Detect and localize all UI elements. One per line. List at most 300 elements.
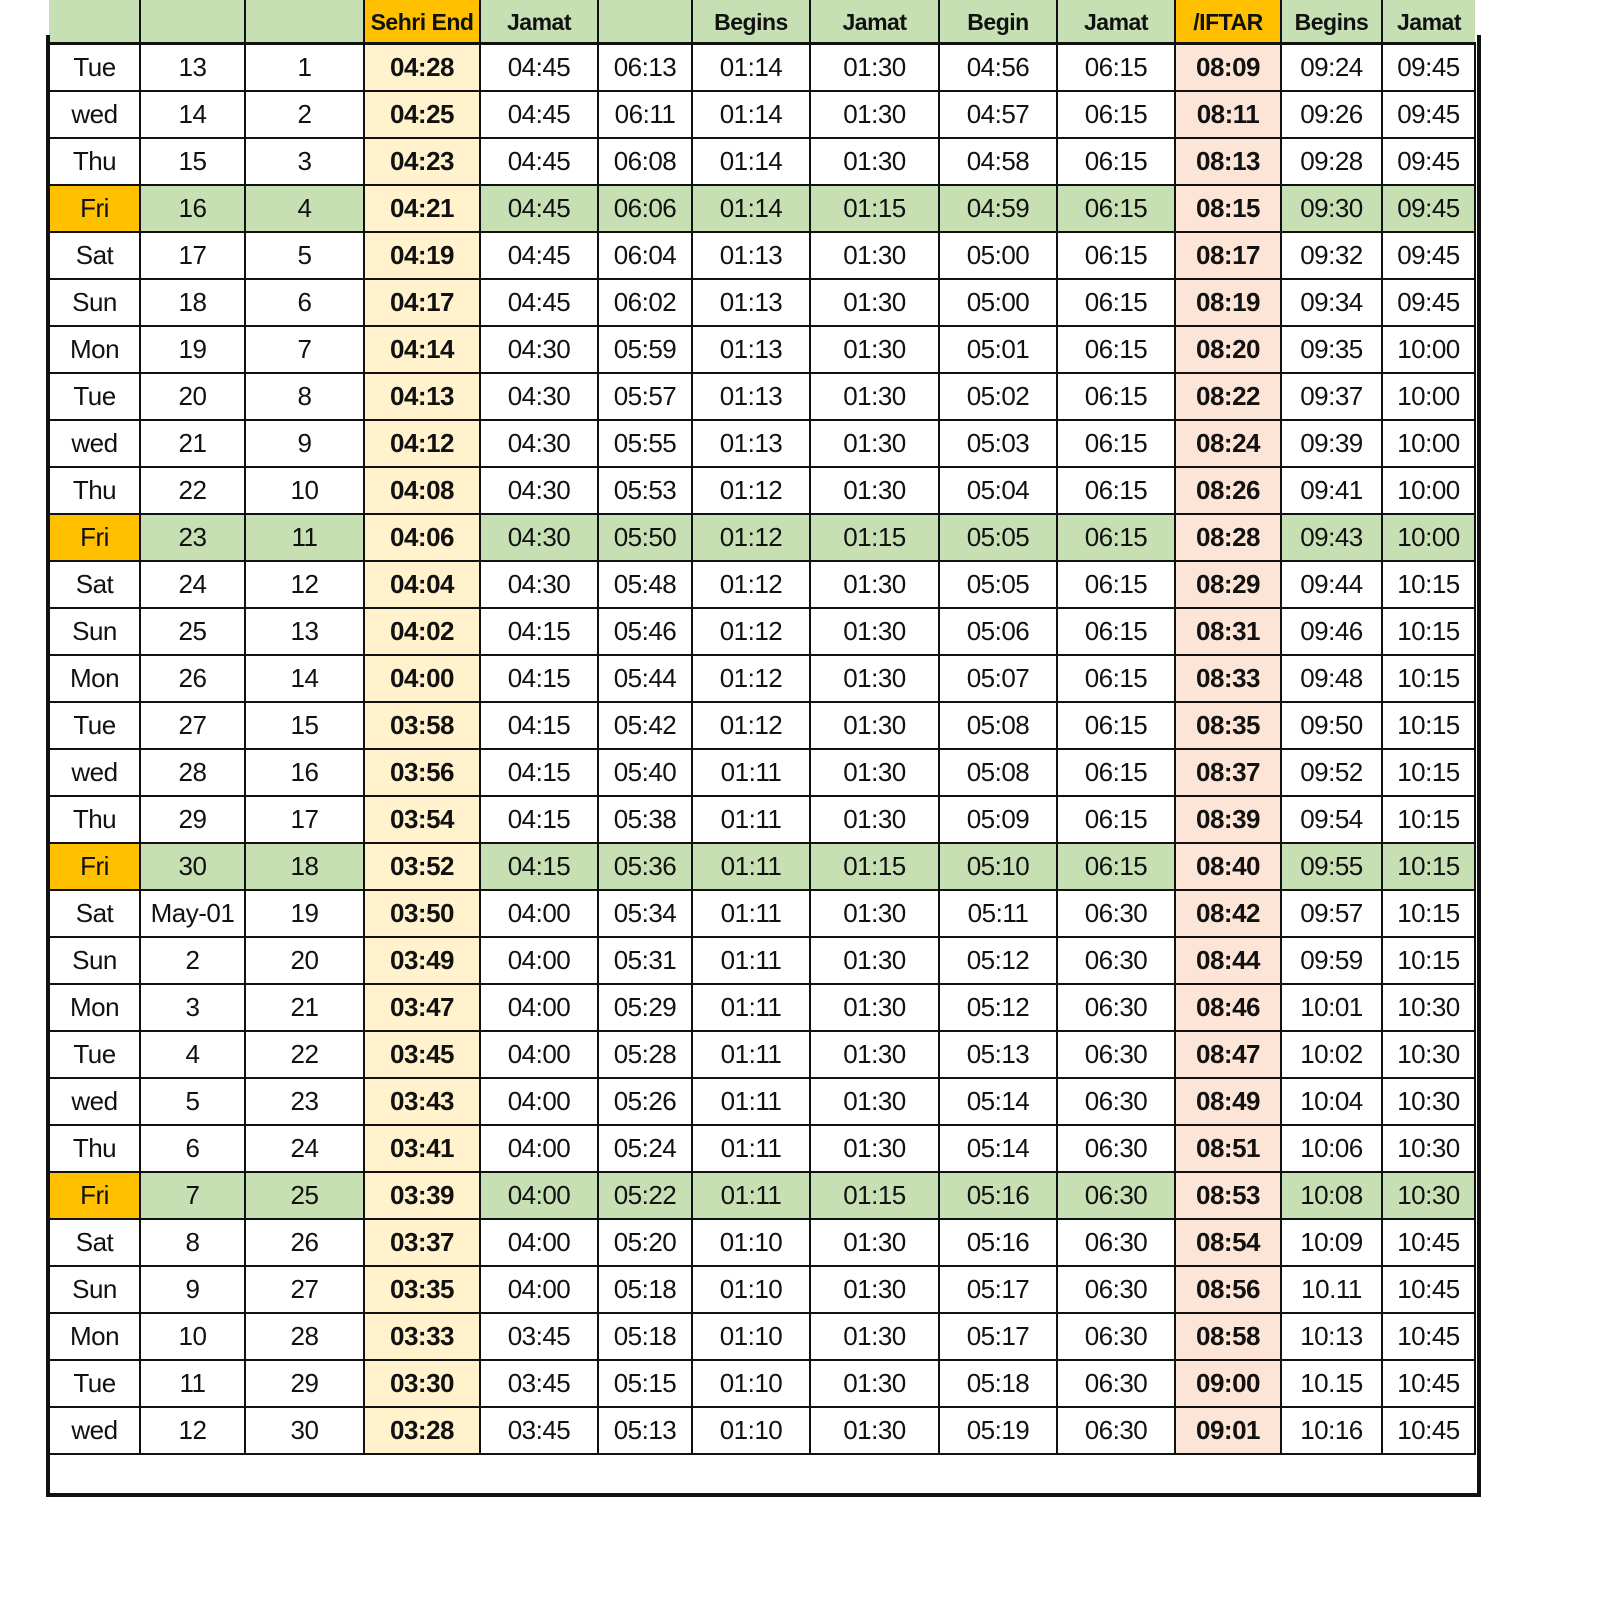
day-cell: Tue bbox=[49, 44, 140, 92]
column-header-1 bbox=[140, 0, 245, 44]
isha-jamat-cell: 10:30 bbox=[1382, 984, 1475, 1031]
date-cell: 14 bbox=[140, 91, 245, 138]
isha-begins-cell: 10:02 bbox=[1281, 1031, 1382, 1078]
asr-begin-cell: 04:59 bbox=[939, 185, 1057, 232]
zuhr-jamat-cell: 01:15 bbox=[810, 1172, 939, 1219]
sehri-end-cell: 03:49 bbox=[364, 937, 480, 984]
zuhr-jamat-cell: 01:30 bbox=[810, 326, 939, 373]
day-cell: Sun bbox=[49, 937, 140, 984]
date-cell: 10 bbox=[140, 1313, 245, 1360]
zuhr-begins-cell: 01:11 bbox=[692, 749, 810, 796]
sunrise-cell: 05:13 bbox=[598, 1407, 692, 1454]
sunrise-cell: 05:44 bbox=[598, 655, 692, 702]
isha-begins-cell: 09:32 bbox=[1281, 232, 1382, 279]
sunrise-cell: 06:02 bbox=[598, 279, 692, 326]
isha-begins-cell: 10:06 bbox=[1281, 1125, 1382, 1172]
asr-jamat-cell: 06:15 bbox=[1057, 655, 1175, 702]
asr-begin-cell: 04:58 bbox=[939, 138, 1057, 185]
ramadan-day-cell: 20 bbox=[245, 937, 364, 984]
fajr-jamat-cell: 04:15 bbox=[480, 655, 598, 702]
ramadan-day-cell: 11 bbox=[245, 514, 364, 561]
zuhr-begins-cell: 01:11 bbox=[692, 984, 810, 1031]
sehri-end-cell: 04:13 bbox=[364, 373, 480, 420]
zuhr-jamat-cell: 01:30 bbox=[810, 44, 939, 92]
asr-begin-cell: 05:18 bbox=[939, 1360, 1057, 1407]
ramadan-day-cell: 23 bbox=[245, 1078, 364, 1125]
asr-jamat-cell: 06:15 bbox=[1057, 796, 1175, 843]
fajr-jamat-cell: 04:00 bbox=[480, 984, 598, 1031]
iftar-cell: 08:20 bbox=[1175, 326, 1281, 373]
date-cell: 7 bbox=[140, 1172, 245, 1219]
asr-begin-cell: 05:07 bbox=[939, 655, 1057, 702]
asr-begin-cell: 04:57 bbox=[939, 91, 1057, 138]
isha-begins-cell: 09:28 bbox=[1281, 138, 1382, 185]
asr-begin-cell: 05:04 bbox=[939, 467, 1057, 514]
zuhr-begins-cell: 01:13 bbox=[692, 373, 810, 420]
sehri-end-cell: 03:50 bbox=[364, 890, 480, 937]
table-row bbox=[49, 44, 1475, 92]
column-header-6: Begins bbox=[692, 0, 810, 44]
isha-begins-cell: 09:43 bbox=[1281, 514, 1382, 561]
zuhr-begins-cell: 01:14 bbox=[692, 185, 810, 232]
zuhr-jamat-cell: 01:30 bbox=[810, 937, 939, 984]
sunrise-cell: 05:48 bbox=[598, 561, 692, 608]
fajr-jamat-cell: 04:45 bbox=[480, 185, 598, 232]
sunrise-cell: 05:34 bbox=[598, 890, 692, 937]
asr-jamat-cell: 06:15 bbox=[1057, 44, 1175, 92]
fajr-jamat-cell: 04:15 bbox=[480, 702, 598, 749]
date-cell: 27 bbox=[140, 702, 245, 749]
timetable-sheet bbox=[48, 0, 1476, 1455]
asr-jamat-cell: 06:30 bbox=[1057, 1078, 1175, 1125]
zuhr-begins-cell: 01:11 bbox=[692, 1078, 810, 1125]
ramadan-day-cell: 17 bbox=[245, 796, 364, 843]
zuhr-jamat-cell: 01:15 bbox=[810, 514, 939, 561]
zuhr-begins-cell: 01:14 bbox=[692, 91, 810, 138]
fajr-jamat-cell: 03:45 bbox=[480, 1360, 598, 1407]
day-cell: Fri bbox=[49, 1172, 140, 1219]
asr-jamat-cell: 06:15 bbox=[1057, 561, 1175, 608]
day-cell: wed bbox=[49, 1407, 140, 1454]
ramadan-day-cell: 9 bbox=[245, 420, 364, 467]
isha-jamat-cell: 10:15 bbox=[1382, 655, 1475, 702]
asr-begin-cell: 05:19 bbox=[939, 1407, 1057, 1454]
table-row bbox=[49, 232, 1475, 279]
zuhr-jamat-cell: 01:30 bbox=[810, 1407, 939, 1454]
asr-jamat-cell: 06:30 bbox=[1057, 1172, 1175, 1219]
ramadan-day-cell: 15 bbox=[245, 702, 364, 749]
sunrise-cell: 05:18 bbox=[598, 1313, 692, 1360]
date-cell: 6 bbox=[140, 1125, 245, 1172]
table-row bbox=[49, 984, 1475, 1031]
date-cell: 18 bbox=[140, 279, 245, 326]
asr-jamat-cell: 06:15 bbox=[1057, 420, 1175, 467]
column-header-9: Jamat bbox=[1057, 0, 1175, 44]
asr-begin-cell: 05:10 bbox=[939, 843, 1057, 890]
fajr-jamat-cell: 04:30 bbox=[480, 561, 598, 608]
isha-jamat-cell: 10:15 bbox=[1382, 937, 1475, 984]
ramadan-day-cell: 14 bbox=[245, 655, 364, 702]
table-body bbox=[49, 44, 1475, 1455]
column-header-2 bbox=[245, 0, 364, 44]
sunrise-cell: 06:11 bbox=[598, 91, 692, 138]
isha-begins-cell: 09:30 bbox=[1281, 185, 1382, 232]
iftar-cell: 08:35 bbox=[1175, 702, 1281, 749]
fajr-jamat-cell: 04:30 bbox=[480, 514, 598, 561]
isha-jamat-cell: 10:00 bbox=[1382, 326, 1475, 373]
zuhr-begins-cell: 01:11 bbox=[692, 890, 810, 937]
zuhr-begins-cell: 01:13 bbox=[692, 279, 810, 326]
sehri-end-cell: 03:45 bbox=[364, 1031, 480, 1078]
isha-jamat-cell: 10:15 bbox=[1382, 843, 1475, 890]
fajr-jamat-cell: 04:00 bbox=[480, 1125, 598, 1172]
zuhr-jamat-cell: 01:30 bbox=[810, 1078, 939, 1125]
zuhr-jamat-cell: 01:30 bbox=[810, 138, 939, 185]
sunrise-cell: 06:13 bbox=[598, 44, 692, 92]
zuhr-begins-cell: 01:10 bbox=[692, 1407, 810, 1454]
ramadan-day-cell: 21 bbox=[245, 984, 364, 1031]
table-row bbox=[49, 138, 1475, 185]
ramadan-day-cell: 28 bbox=[245, 1313, 364, 1360]
ramadan-day-cell: 30 bbox=[245, 1407, 364, 1454]
isha-begins-cell: 09:55 bbox=[1281, 843, 1382, 890]
isha-jamat-cell: 10:45 bbox=[1382, 1407, 1475, 1454]
date-cell: 9 bbox=[140, 1266, 245, 1313]
ramadan-timetable bbox=[48, 0, 1476, 1455]
isha-jamat-cell: 10:15 bbox=[1382, 561, 1475, 608]
isha-jamat-cell: 10:15 bbox=[1382, 608, 1475, 655]
iftar-cell: 08:24 bbox=[1175, 420, 1281, 467]
isha-jamat-cell: 10:45 bbox=[1382, 1219, 1475, 1266]
isha-begins-cell: 09:44 bbox=[1281, 561, 1382, 608]
isha-jamat-cell: 10:15 bbox=[1382, 749, 1475, 796]
sunrise-cell: 05:28 bbox=[598, 1031, 692, 1078]
table-row bbox=[49, 890, 1475, 937]
asr-jamat-cell: 06:15 bbox=[1057, 702, 1175, 749]
day-cell: wed bbox=[49, 91, 140, 138]
asr-jamat-cell: 06:30 bbox=[1057, 1219, 1175, 1266]
day-cell: Thu bbox=[49, 138, 140, 185]
day-cell: Sun bbox=[49, 279, 140, 326]
zuhr-jamat-cell: 01:30 bbox=[810, 467, 939, 514]
table-row bbox=[49, 749, 1475, 796]
asr-jamat-cell: 06:15 bbox=[1057, 91, 1175, 138]
zuhr-begins-cell: 01:11 bbox=[692, 796, 810, 843]
zuhr-jamat-cell: 01:30 bbox=[810, 608, 939, 655]
sunrise-cell: 05:42 bbox=[598, 702, 692, 749]
fajr-jamat-cell: 04:30 bbox=[480, 420, 598, 467]
fajr-jamat-cell: 04:00 bbox=[480, 1219, 598, 1266]
ramadan-day-cell: 18 bbox=[245, 843, 364, 890]
sehri-end-cell: 04:00 bbox=[364, 655, 480, 702]
isha-jamat-cell: 09:45 bbox=[1382, 138, 1475, 185]
iftar-cell: 08:54 bbox=[1175, 1219, 1281, 1266]
sehri-end-cell: 03:43 bbox=[364, 1078, 480, 1125]
isha-begins-cell: 09:35 bbox=[1281, 326, 1382, 373]
asr-begin-cell: 05:01 bbox=[939, 326, 1057, 373]
isha-jamat-cell: 10:30 bbox=[1382, 1172, 1475, 1219]
zuhr-begins-cell: 01:10 bbox=[692, 1266, 810, 1313]
zuhr-jamat-cell: 01:15 bbox=[810, 185, 939, 232]
asr-begin-cell: 05:02 bbox=[939, 373, 1057, 420]
fajr-jamat-cell: 04:15 bbox=[480, 749, 598, 796]
day-cell: Mon bbox=[49, 326, 140, 373]
sehri-end-cell: 03:37 bbox=[364, 1219, 480, 1266]
zuhr-begins-cell: 01:10 bbox=[692, 1219, 810, 1266]
asr-jamat-cell: 06:30 bbox=[1057, 1266, 1175, 1313]
table-row bbox=[49, 937, 1475, 984]
isha-begins-cell: 09:34 bbox=[1281, 279, 1382, 326]
fajr-jamat-cell: 04:30 bbox=[480, 326, 598, 373]
date-cell: 5 bbox=[140, 1078, 245, 1125]
sehri-end-cell: 04:21 bbox=[364, 185, 480, 232]
zuhr-begins-cell: 01:12 bbox=[692, 655, 810, 702]
isha-begins-cell: 09:46 bbox=[1281, 608, 1382, 655]
table-header bbox=[49, 0, 1475, 44]
zuhr-begins-cell: 01:14 bbox=[692, 44, 810, 92]
iftar-cell: 08:28 bbox=[1175, 514, 1281, 561]
zuhr-jamat-cell: 01:15 bbox=[810, 843, 939, 890]
day-cell: Tue bbox=[49, 1031, 140, 1078]
ramadan-day-cell: 13 bbox=[245, 608, 364, 655]
zuhr-begins-cell: 01:11 bbox=[692, 1125, 810, 1172]
asr-begin-cell: 05:00 bbox=[939, 279, 1057, 326]
zuhr-jamat-cell: 01:30 bbox=[810, 655, 939, 702]
sehri-end-cell: 04:12 bbox=[364, 420, 480, 467]
fajr-jamat-cell: 04:00 bbox=[480, 1078, 598, 1125]
zuhr-jamat-cell: 01:30 bbox=[810, 749, 939, 796]
asr-jamat-cell: 06:15 bbox=[1057, 326, 1175, 373]
asr-begin-cell: 05:03 bbox=[939, 420, 1057, 467]
asr-jamat-cell: 06:30 bbox=[1057, 1313, 1175, 1360]
day-cell: Mon bbox=[49, 984, 140, 1031]
table-row bbox=[49, 326, 1475, 373]
date-cell: 3 bbox=[140, 984, 245, 1031]
isha-begins-cell: 09:39 bbox=[1281, 420, 1382, 467]
ramadan-day-cell: 4 bbox=[245, 185, 364, 232]
column-header-7: Jamat bbox=[810, 0, 939, 44]
fajr-jamat-cell: 03:45 bbox=[480, 1407, 598, 1454]
table-row bbox=[49, 1407, 1475, 1454]
asr-begin-cell: 05:17 bbox=[939, 1313, 1057, 1360]
ramadan-day-cell: 5 bbox=[245, 232, 364, 279]
ramadan-day-cell: 2 bbox=[245, 91, 364, 138]
column-header-5 bbox=[598, 0, 692, 44]
date-cell: 8 bbox=[140, 1219, 245, 1266]
ramadan-day-cell: 16 bbox=[245, 749, 364, 796]
zuhr-begins-cell: 01:11 bbox=[692, 937, 810, 984]
sehri-end-cell: 03:52 bbox=[364, 843, 480, 890]
sunrise-cell: 05:15 bbox=[598, 1360, 692, 1407]
table-row bbox=[49, 1031, 1475, 1078]
zuhr-begins-cell: 01:12 bbox=[692, 702, 810, 749]
ramadan-day-cell: 7 bbox=[245, 326, 364, 373]
iftar-cell: 08:44 bbox=[1175, 937, 1281, 984]
asr-jamat-cell: 06:15 bbox=[1057, 185, 1175, 232]
asr-begin-cell: 04:56 bbox=[939, 44, 1057, 92]
ramadan-day-cell: 25 bbox=[245, 1172, 364, 1219]
asr-jamat-cell: 06:15 bbox=[1057, 467, 1175, 514]
table-row bbox=[49, 1125, 1475, 1172]
asr-begin-cell: 05:05 bbox=[939, 561, 1057, 608]
ramadan-day-cell: 29 bbox=[245, 1360, 364, 1407]
asr-begin-cell: 05:12 bbox=[939, 937, 1057, 984]
fajr-jamat-cell: 04:45 bbox=[480, 279, 598, 326]
iftar-cell: 08:46 bbox=[1175, 984, 1281, 1031]
fajr-jamat-cell: 04:45 bbox=[480, 138, 598, 185]
isha-jamat-cell: 09:45 bbox=[1382, 44, 1475, 92]
zuhr-begins-cell: 01:12 bbox=[692, 561, 810, 608]
zuhr-begins-cell: 01:12 bbox=[692, 514, 810, 561]
day-cell: Sun bbox=[49, 1266, 140, 1313]
zuhr-jamat-cell: 01:30 bbox=[810, 1360, 939, 1407]
date-cell: 17 bbox=[140, 232, 245, 279]
day-cell: Mon bbox=[49, 1313, 140, 1360]
zuhr-jamat-cell: 01:30 bbox=[810, 1219, 939, 1266]
sehri-end-cell: 03:41 bbox=[364, 1125, 480, 1172]
sunrise-cell: 06:08 bbox=[598, 138, 692, 185]
isha-jamat-cell: 10:15 bbox=[1382, 702, 1475, 749]
day-cell: wed bbox=[49, 1078, 140, 1125]
sunrise-cell: 05:55 bbox=[598, 420, 692, 467]
asr-jamat-cell: 06:15 bbox=[1057, 608, 1175, 655]
sehri-end-cell: 04:19 bbox=[364, 232, 480, 279]
fajr-jamat-cell: 04:15 bbox=[480, 796, 598, 843]
date-cell: 2 bbox=[140, 937, 245, 984]
zuhr-jamat-cell: 01:30 bbox=[810, 373, 939, 420]
isha-begins-cell: 09:57 bbox=[1281, 890, 1382, 937]
table-row bbox=[49, 796, 1475, 843]
table-row bbox=[49, 608, 1475, 655]
sunrise-cell: 05:50 bbox=[598, 514, 692, 561]
isha-begins-cell: 10:04 bbox=[1281, 1078, 1382, 1125]
asr-jamat-cell: 06:30 bbox=[1057, 937, 1175, 984]
date-cell: 16 bbox=[140, 185, 245, 232]
zuhr-begins-cell: 01:11 bbox=[692, 843, 810, 890]
sunrise-cell: 05:29 bbox=[598, 984, 692, 1031]
column-header-3: Sehri End bbox=[364, 0, 480, 44]
table-row bbox=[49, 279, 1475, 326]
date-cell: 13 bbox=[140, 44, 245, 92]
sehri-end-cell: 04:06 bbox=[364, 514, 480, 561]
fajr-jamat-cell: 04:30 bbox=[480, 467, 598, 514]
asr-begin-cell: 05:08 bbox=[939, 702, 1057, 749]
isha-jamat-cell: 10:15 bbox=[1382, 890, 1475, 937]
column-header-0 bbox=[49, 0, 140, 44]
fajr-jamat-cell: 04:45 bbox=[480, 44, 598, 92]
zuhr-begins-cell: 01:10 bbox=[692, 1360, 810, 1407]
iftar-cell: 08:19 bbox=[1175, 279, 1281, 326]
sehri-end-cell: 03:30 bbox=[364, 1360, 480, 1407]
zuhr-jamat-cell: 01:30 bbox=[810, 91, 939, 138]
asr-jamat-cell: 06:15 bbox=[1057, 138, 1175, 185]
sunrise-cell: 05:22 bbox=[598, 1172, 692, 1219]
zuhr-jamat-cell: 01:30 bbox=[810, 702, 939, 749]
zuhr-begins-cell: 01:14 bbox=[692, 138, 810, 185]
sunrise-cell: 05:40 bbox=[598, 749, 692, 796]
date-cell: 15 bbox=[140, 138, 245, 185]
ramadan-day-cell: 12 bbox=[245, 561, 364, 608]
zuhr-begins-cell: 01:11 bbox=[692, 1172, 810, 1219]
column-header-8: Begin bbox=[939, 0, 1057, 44]
zuhr-jamat-cell: 01:30 bbox=[810, 232, 939, 279]
asr-begin-cell: 05:16 bbox=[939, 1219, 1057, 1266]
asr-begin-cell: 05:09 bbox=[939, 796, 1057, 843]
zuhr-jamat-cell: 01:30 bbox=[810, 796, 939, 843]
date-cell: 29 bbox=[140, 796, 245, 843]
fajr-jamat-cell: 03:45 bbox=[480, 1313, 598, 1360]
ramadan-day-cell: 6 bbox=[245, 279, 364, 326]
isha-begins-cell: 10:16 bbox=[1281, 1407, 1382, 1454]
sunrise-cell: 05:18 bbox=[598, 1266, 692, 1313]
table-row-friday bbox=[49, 185, 1475, 232]
isha-begins-cell: 09:37 bbox=[1281, 373, 1382, 420]
table-row bbox=[49, 1219, 1475, 1266]
sehri-end-cell: 03:54 bbox=[364, 796, 480, 843]
iftar-cell: 09:01 bbox=[1175, 1407, 1281, 1454]
table-row bbox=[49, 655, 1475, 702]
column-header-11: Begins bbox=[1281, 0, 1382, 44]
table-row-friday bbox=[49, 514, 1475, 561]
asr-jamat-cell: 06:15 bbox=[1057, 279, 1175, 326]
zuhr-begins-cell: 01:12 bbox=[692, 608, 810, 655]
table-row bbox=[49, 1078, 1475, 1125]
day-cell: Sat bbox=[49, 561, 140, 608]
sehri-end-cell: 04:28 bbox=[364, 44, 480, 92]
isha-jamat-cell: 10:00 bbox=[1382, 467, 1475, 514]
day-cell: wed bbox=[49, 749, 140, 796]
isha-begins-cell: 09:52 bbox=[1281, 749, 1382, 796]
fajr-jamat-cell: 04:45 bbox=[480, 91, 598, 138]
zuhr-jamat-cell: 01:30 bbox=[810, 420, 939, 467]
isha-begins-cell: 10:08 bbox=[1281, 1172, 1382, 1219]
day-cell: Thu bbox=[49, 1125, 140, 1172]
sehri-end-cell: 03:56 bbox=[364, 749, 480, 796]
asr-jamat-cell: 06:30 bbox=[1057, 1125, 1175, 1172]
day-cell: Fri bbox=[49, 514, 140, 561]
isha-jamat-cell: 09:45 bbox=[1382, 279, 1475, 326]
zuhr-begins-cell: 01:13 bbox=[692, 326, 810, 373]
asr-jamat-cell: 06:15 bbox=[1057, 843, 1175, 890]
zuhr-jamat-cell: 01:30 bbox=[810, 1031, 939, 1078]
sunrise-cell: 05:36 bbox=[598, 843, 692, 890]
date-cell: 30 bbox=[140, 843, 245, 890]
asr-jamat-cell: 06:30 bbox=[1057, 1360, 1175, 1407]
isha-begins-cell: 09:54 bbox=[1281, 796, 1382, 843]
asr-jamat-cell: 06:30 bbox=[1057, 890, 1175, 937]
column-header-10: /IFTAR bbox=[1175, 0, 1281, 44]
fajr-jamat-cell: 04:00 bbox=[480, 1266, 598, 1313]
asr-begin-cell: 05:06 bbox=[939, 608, 1057, 655]
asr-begin-cell: 05:13 bbox=[939, 1031, 1057, 1078]
ramadan-day-cell: 3 bbox=[245, 138, 364, 185]
zuhr-jamat-cell: 01:30 bbox=[810, 279, 939, 326]
iftar-cell: 08:09 bbox=[1175, 44, 1281, 92]
ramadan-day-cell: 1 bbox=[245, 44, 364, 92]
iftar-cell: 09:00 bbox=[1175, 1360, 1281, 1407]
sehri-end-cell: 04:23 bbox=[364, 138, 480, 185]
day-cell: Tue bbox=[49, 1360, 140, 1407]
ramadan-day-cell: 10 bbox=[245, 467, 364, 514]
table-row-friday bbox=[49, 1172, 1475, 1219]
asr-jamat-cell: 06:30 bbox=[1057, 1407, 1175, 1454]
iftar-cell: 08:22 bbox=[1175, 373, 1281, 420]
day-cell: Tue bbox=[49, 373, 140, 420]
ramadan-day-cell: 26 bbox=[245, 1219, 364, 1266]
iftar-cell: 08:11 bbox=[1175, 91, 1281, 138]
asr-jamat-cell: 06:15 bbox=[1057, 749, 1175, 796]
date-cell: 24 bbox=[140, 561, 245, 608]
